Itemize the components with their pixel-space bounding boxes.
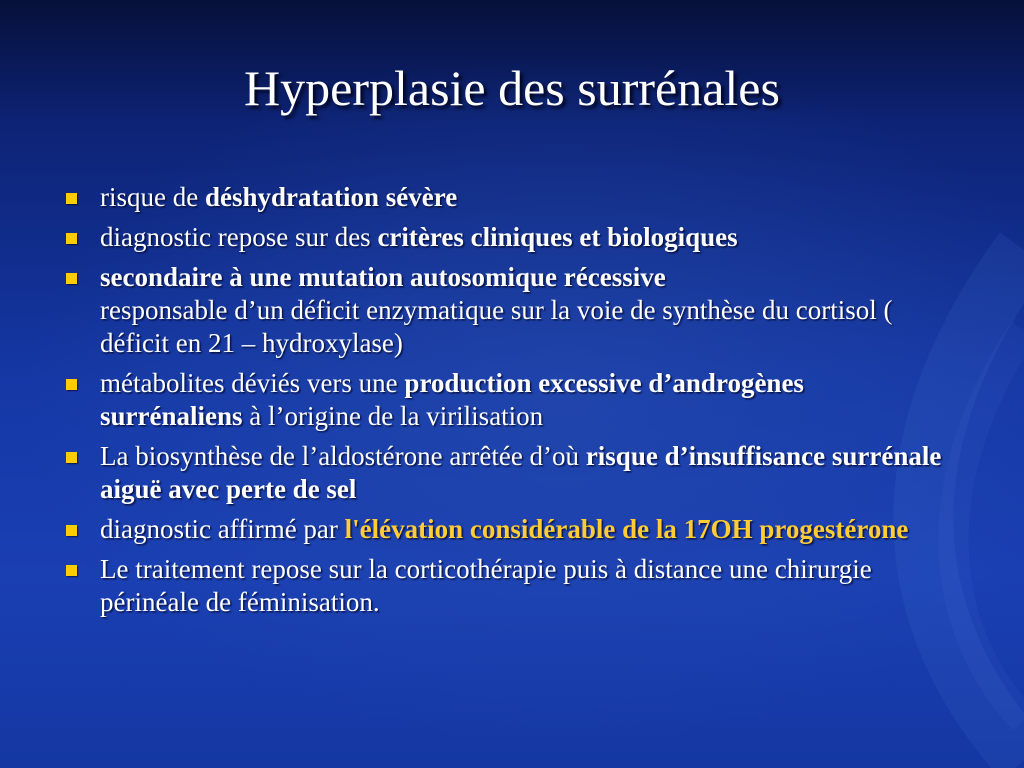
square-bullet-icon — [66, 452, 77, 463]
bullet-item-17oh-progesterone — [62, 513, 942, 546]
bullet-item-treatment — [62, 553, 942, 619]
bullet-text: diagnostic repose sur des — [100, 222, 378, 252]
bullet-highlight-text: l'élévation considérable de la 17OH progestérone — [344, 514, 909, 544]
bullet-text-tail: à l’origine de la virilisation — [242, 401, 544, 431]
square-bullet-icon — [66, 273, 77, 284]
slide-title: Hyperplasie des surrénales — [244, 60, 780, 116]
bullet-item-diagnosis-criteria — [62, 221, 942, 254]
bullet-item-dehydration-risk — [62, 181, 942, 214]
bullet-text: diagnostic affirmé par — [100, 514, 345, 544]
square-bullet-icon — [66, 233, 77, 244]
bullet-bold-text: production excessive d’androgènes surrénaliens — [100, 368, 804, 431]
square-bullet-icon — [66, 193, 77, 204]
bullet-item-aldosterone — [62, 440, 942, 506]
bullet-text: métabolites déviés vers une — [100, 368, 405, 398]
bullet-text: responsable d’un déficit enzymatique sur la voie de synthèse du cortisol ( déficit en 21 – hydroxylase) — [100, 295, 893, 358]
bullet-text: La biosynthèse de l’aldostérone arrêtée d’où — [100, 441, 586, 471]
bullet-bold-text: risque d’insuffisance surrénale aiguë avec perte de sel — [100, 441, 942, 504]
square-bullet-icon — [66, 525, 77, 536]
bullet-item-androgen-production — [62, 367, 942, 433]
bullet-text: Le traitement repose sur la corticothérapie puis à distance une chirurgie périnéale de féminisation. — [100, 554, 872, 617]
square-bullet-icon — [66, 565, 77, 576]
bullet-bold-text: déshydratation sévère — [204, 182, 458, 212]
bullet-bold-text: critères cliniques et biologiques — [377, 222, 738, 252]
bullet-bold-text: secondaire à une mutation autosomique récessive — [100, 262, 666, 292]
square-bullet-icon — [66, 379, 77, 390]
bullet-text: risque de — [100, 182, 205, 212]
bullet-list — [62, 181, 942, 626]
bullet-item-recessive-mutation — [62, 261, 942, 360]
